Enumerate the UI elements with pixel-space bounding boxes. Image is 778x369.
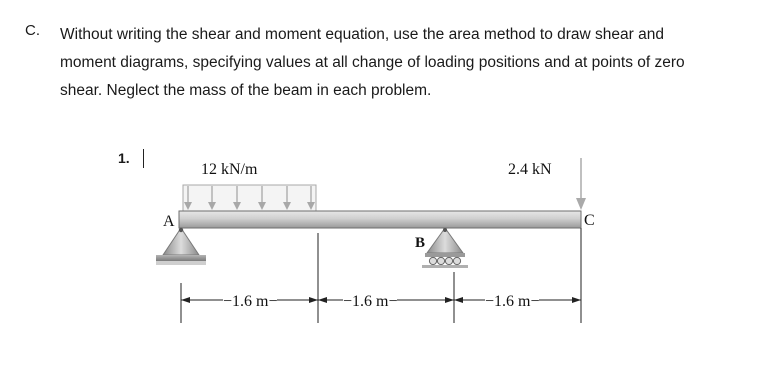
load-area: [183, 185, 316, 211]
dimension-label-3: −1.6 m−: [485, 293, 540, 310]
figure-number: 1.: [118, 150, 130, 166]
problem-line-1: Without writing the shear and moment equation, use the area method to draw shear and: [60, 26, 664, 43]
point-b-label: B: [415, 235, 426, 251]
point-c-label: C: [584, 212, 595, 229]
problem-line-3: shear. Neglect the mass of the beam in each problem.: [60, 82, 432, 99]
roller-support-b: [422, 228, 468, 268]
distributed-load-label: 12 kN/m: [201, 161, 258, 178]
distributed-load: [183, 185, 316, 211]
pin-support-a: [156, 228, 206, 265]
dimension-label-1: −1.6 m−: [223, 293, 278, 310]
point-load-label: 2.4 kN: [508, 161, 552, 178]
point-load-arrow: [576, 158, 586, 210]
beam: [179, 211, 581, 228]
problem-line-2: moment diagrams, specifying values at all change of loading positions and at points of zero: [60, 54, 685, 71]
problem-label: C.: [25, 22, 40, 39]
dimension-label-2: −1.6 m−: [343, 293, 398, 310]
point-a-label: A: [163, 213, 175, 230]
